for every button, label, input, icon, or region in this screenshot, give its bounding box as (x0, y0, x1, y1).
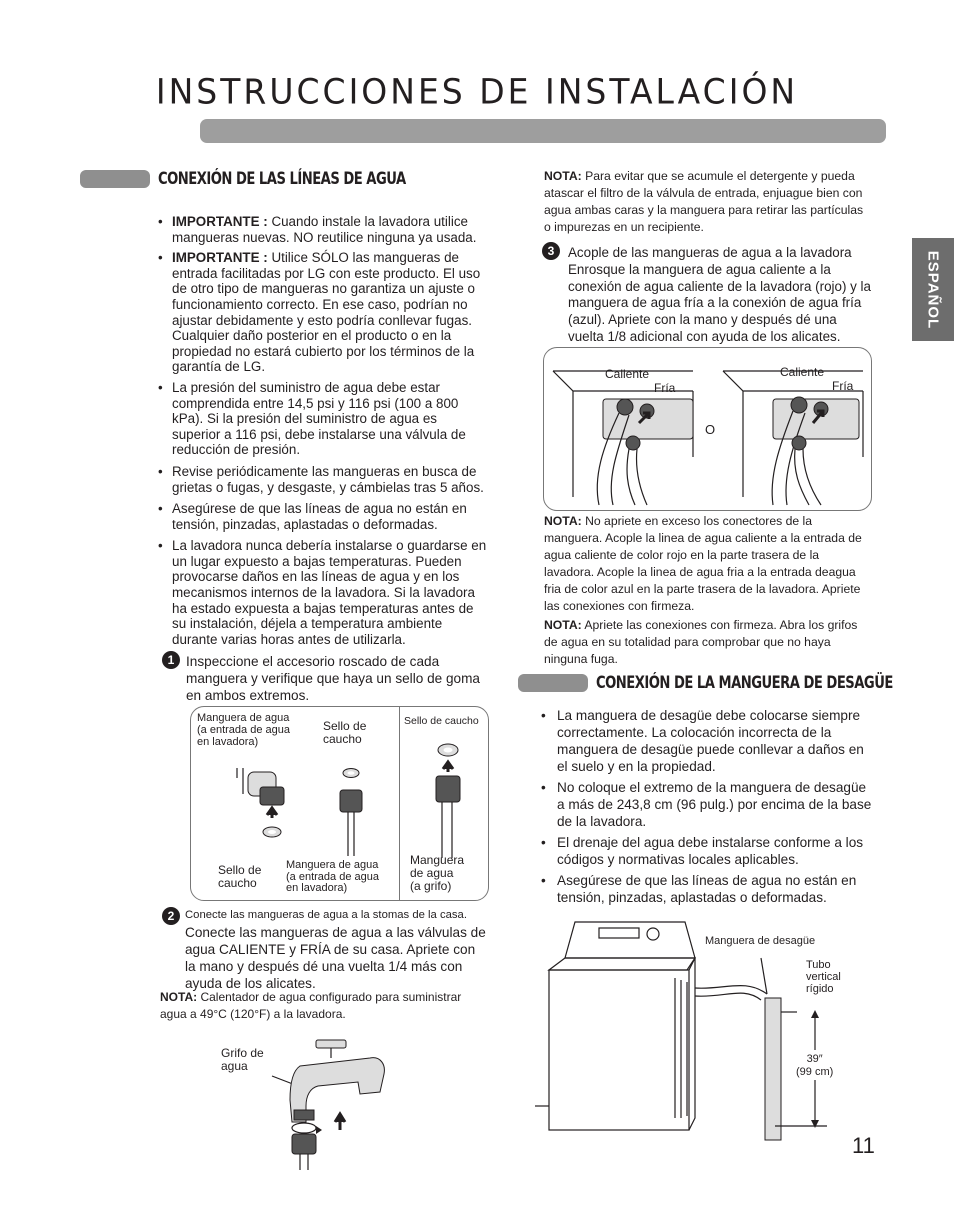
section-bar (80, 170, 150, 188)
section-bar (518, 674, 588, 692)
note-text: Calentador de agua configurado para suministrar agua a 49°C (120°F) a la lavadora. (160, 990, 462, 1021)
list-item (158, 464, 488, 495)
list-item: • El drenaje del agua debe instalarse conforme a los códigos y normativas locales aplicables. (541, 834, 873, 868)
threaded-nut (340, 790, 362, 812)
language-tab-label: ESPAÑOL (924, 250, 942, 329)
list-item-text: La presión del suministro de agua debe estar comprendida entre 14,5 psi y 116 psi (100 a 800 kPa). Si la presión del suministro de agua es superior a 116 psi, debe instalarse una válvula de reducción de presión. (172, 379, 466, 458)
list-item-text: Revise periódicamente las mangueras en busca de grietas o fugas, y desgaste, y cámbielas tras 5 años. (172, 463, 484, 495)
step-3-text: Acople de las mangueras de agua a la lavadora Enrosque la manguera de agua caliente a la conexión de agua caliente de la lavadora (rojo) y la manguera de agua fría a la conexión de agua fría (azul). Apriete con la mano y después dé una vuelta 1/8 adicional con ayuda de los alicates. (568, 245, 871, 344)
list-item (158, 380, 488, 458)
list-item (158, 250, 488, 375)
bullet-list (158, 214, 488, 647)
faucet-handle-icon (316, 1040, 346, 1048)
hot-inlet (791, 397, 807, 413)
up-arrow-icon (335, 1114, 345, 1130)
section-heading-water-lines: CONEXIÓN DE LAS LÍNEAS DE AGUA (158, 169, 406, 189)
threaded-nut (292, 1134, 316, 1154)
bullet-list (541, 707, 873, 906)
step-number-1: 1 (162, 651, 180, 669)
label-hot-left: Caliente (605, 367, 650, 381)
section-heading-drain: CONEXIÓN DE LA MANGUERA DE DESAGÜE (596, 673, 893, 693)
note-label: NOTA: (544, 514, 582, 528)
list-item-text: La lavadora nunca debería instalarse o guardarse en un lugar expuesto a bajas temperaturas. Pueden provocarse daños en las líneas de agua y en los mecanismos internos de la lavadora. Si la lavadora ha estado expuesta a bajas temperaturas antes de su instalación, déjela a temperatura ambiente durante varias horas antes de utilizarla. (172, 538, 487, 647)
page-title: INSTRUCCIONES DE INSTALACIÓN (155, 71, 799, 112)
list-item: • Asegúrese de que las líneas de agua no están en tensión, pinzadas, aplastadas o deformadas. (541, 872, 873, 906)
water-lines-bullets (158, 214, 488, 652)
note-text: Apriete las conexiones con firmeza. Abra los grifos de agua en su totalidad para comprobar que no haya ninguna fuga. (544, 618, 858, 666)
list-item (158, 501, 488, 532)
label-hose-washer-top: Manguera de agua (a entrada de agua en lavadora) (197, 712, 290, 748)
label-or: O (705, 422, 716, 437)
list-item-text: Asegúrese de que las líneas de agua no están en tensión, pinzadas, aplastadas o deformadas. (172, 501, 467, 532)
bold-label: IMPORTANTE : (172, 214, 268, 229)
step-2-body: Conecte las mangueras de agua a las válvulas de agua CALIENTE y FRÍA de su casa. Apriete con la mano y después dé una vuelta 1/4 más con ayuda de los alicates. (185, 925, 486, 991)
note-text: No apriete en exceso los conectores de la manguera. Acople la linea de agua caliente a la entrada de agua caliente de color rojo en la parte trasera de la lavadora. Acople la linea de agua fria a la entrada deagua fria de color azul en la parte trasera de la lavadora. Apriete las conexiones con firmeza. (544, 514, 862, 613)
list-item-text: Utilice SÓLO las mangueras de entrada facilitadas por LG con este producto. El uso de otro tipo de mangueras no garantiza un ajuste o funcionamiento correcto. En ese caso, podrían no ajustar debidamente y esto podría conllevar fugas. Cualquier daño posterior en el producto o en la propiedad no estará cubierto por los términos de la garantía de LG. (172, 250, 481, 375)
note-label: NOTA: (160, 990, 198, 1004)
label-faucet: Grifo de agua (221, 1046, 264, 1073)
threaded-nut (260, 787, 284, 805)
list-item: • La manguera de desagüe debe colocarse siempre correctamente. La colocación incorrecta de la manguera de desagüe puede conllevar a daños en el suelo y en la propiedad. (541, 707, 873, 775)
note-leak-check (544, 617, 872, 668)
washer-drawing (535, 918, 855, 1148)
label-standpipe: Tubo vertical rígido (806, 959, 841, 995)
note-flush (544, 168, 870, 236)
faucet-drawing (260, 1030, 400, 1170)
hose-drawings (190, 706, 487, 899)
note-no-overtighten (544, 513, 872, 615)
note-water-heater (160, 989, 490, 1023)
hot-inlet (617, 399, 633, 415)
rotate-arrow-icon (316, 1126, 322, 1134)
step-2-text (185, 905, 487, 992)
label-seal-top: Sello de caucho (323, 719, 367, 746)
drain-hose (695, 986, 767, 1000)
note-text: Para evitar que se acumule el detergente y pueda atascar el filtro de la válvula de entrada, enjuague bien con agua ambas caras y la manguera para retirar las partículas o impurezas en un recipiente. (544, 169, 864, 234)
up-arrow-icon (443, 762, 453, 772)
label-seal-bottom: Sello de caucho (218, 863, 262, 890)
washer-cabinet (549, 970, 689, 1130)
list-item (158, 538, 488, 647)
standpipe (765, 998, 781, 1140)
threaded-nut (436, 776, 460, 802)
title-bar (200, 119, 886, 143)
label-cold-left: Fría (654, 381, 676, 395)
list-item (158, 214, 488, 245)
label-hose-washer-bottom: Manguera de agua (a entrada de agua en lavadora) (286, 859, 379, 894)
language-tab (912, 238, 954, 341)
note-label: NOTA: (544, 618, 582, 632)
step-number-2: 2 (162, 907, 180, 925)
step-number-3: 3 (542, 242, 560, 260)
list-item-text: Cuando instale la lavadora utilice mangueras nuevas. NO reutilice ninguna ya usada. (172, 214, 477, 245)
drain-bullets (541, 707, 873, 910)
label-hot-right: Caliente (780, 365, 825, 379)
step-1-text: Inspeccione el accesorio roscado de cada manguera y verifique que haya un sello de goma en ambos extremos. (186, 654, 480, 703)
step-2-lead: Conecte las mangueras de agua a la stomas de la casa. (185, 909, 467, 921)
label-seal-right: Sello de caucho (404, 715, 479, 727)
note-label: NOTA: (544, 169, 582, 183)
inlet-drawings (543, 347, 870, 509)
bold-label: IMPORTANTE : (172, 250, 268, 266)
label-cold-right: Fría (832, 379, 854, 393)
label-height: 39″ (99 cm) (796, 1053, 834, 1078)
list-item: • No coloque el extremo de la manguera de desagüe a más de 243,8 cm (96 pulg.) por encima de la base de la lavadora. (541, 779, 873, 830)
label-drain-hose: Manguera de desagüe (705, 935, 816, 947)
up-arrow-icon (267, 808, 277, 818)
label-hose-faucet: Manguera de agua (a grifo) (410, 853, 465, 893)
page-number: 11 (852, 1133, 875, 1158)
